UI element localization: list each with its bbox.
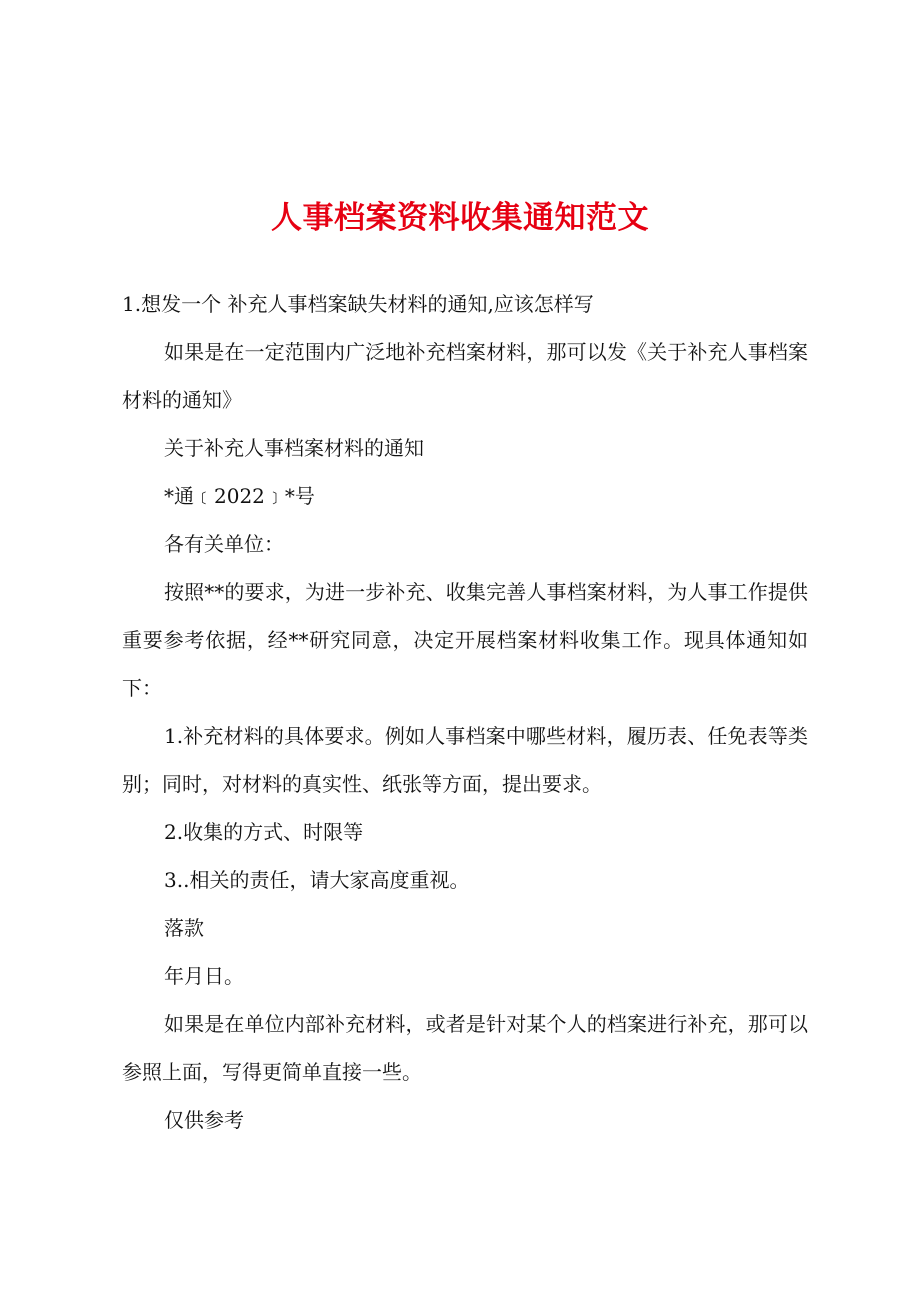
paragraph-purpose: 按照**的要求，为进一步补充、收集完善人事档案材料，为人事工作提供重要参考依据，经**研究同意，决定开展档案材料收集工作。现具体通知如下： bbox=[122, 580, 808, 700]
list-item-responsibility: 3..相关的责任，请大家高度重视。 bbox=[164, 868, 470, 892]
notice-title: 关于补充人事档案材料的通知 bbox=[164, 436, 424, 460]
salutation: 各有关单位： bbox=[164, 532, 284, 556]
document-body bbox=[122, 280, 808, 1144]
date-line: 年月日。 bbox=[164, 964, 244, 988]
closing-note: 仅供参考 bbox=[164, 1108, 244, 1132]
list-item-method: 2.收集的方式、时限等 bbox=[164, 820, 364, 844]
document-number: *通﹝2022﹞*号 bbox=[164, 484, 315, 508]
paragraph-internal: 如果是在单位内部补充材料，或者是针对某个人的档案进行补充，那可以参照上面，写得更简单直接一些。 bbox=[122, 1012, 808, 1084]
signature-label: 落款 bbox=[164, 916, 204, 940]
paragraph-intro: 如果是在一定范围内广泛地补充档案材料，那可以发《关于补充人事档案材料的通知》 bbox=[122, 340, 808, 412]
question-heading: 1.想发一个 补充人事档案缺失材料的通知,应该怎样写 bbox=[122, 292, 594, 316]
document-title: 人事档案资料收集通知范文 bbox=[271, 200, 649, 236]
list-item-requirements: 1.补充材料的具体要求。例如人事档案中哪些材料，履历表、任免表等类别；同时，对材料的真实性、纸张等方面，提出要求。 bbox=[122, 724, 808, 796]
